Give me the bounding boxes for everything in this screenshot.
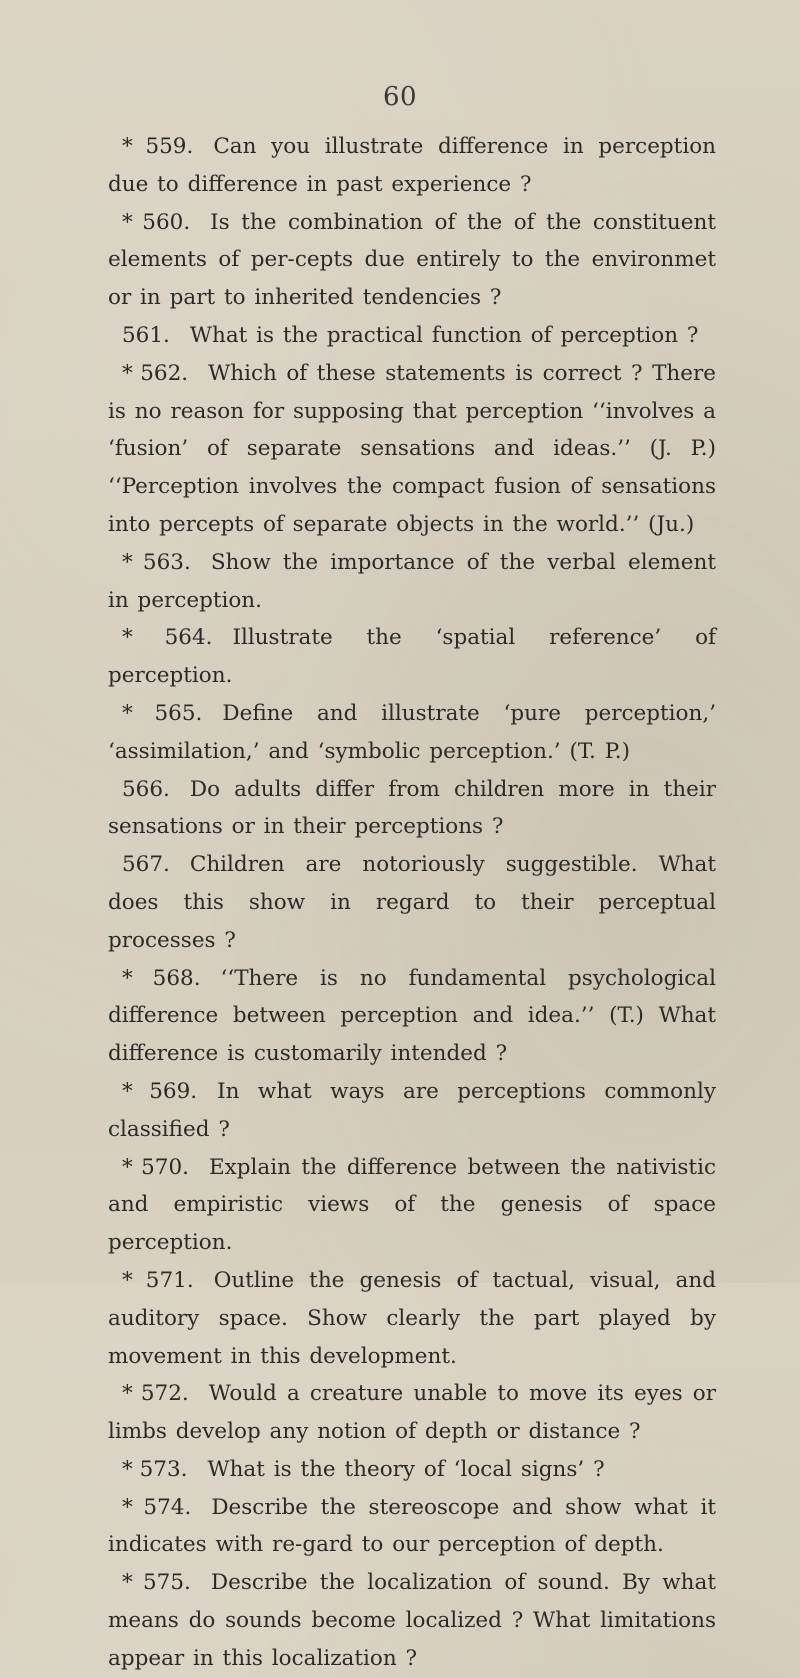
question-572: [108, 1375, 716, 1451]
question-number: * 560.: [122, 209, 191, 235]
question-number: * 565.: [122, 700, 203, 726]
question-text: Describe the stereoscope and show what it indicates with re-gard to our perception of depth.: [108, 1494, 716, 1558]
question-text: ‘‘There is no fundamental psychological difference between perception and idea.’’ (T.) What difference is customarily intended ?: [108, 965, 716, 1067]
question-565: [108, 695, 716, 771]
question-text: Which of these statements is correct ? There is no reason for supposing that perception ‘‘involves a ‘fusion’ of separate sensations and ideas.’’ (J. P.) ‘‘Perception involves the compact fusion of sensations into percepts of separate objects in the world.’’ (Ju.): [108, 360, 716, 537]
question-571: [108, 1262, 716, 1375]
question-text: Explain the difference between the nativistic and empiristic views of the genesis of space perception.: [108, 1154, 716, 1256]
question-text: Describe the localization of sound. By what means do sounds become localized ? What limitations appear in this localization ?: [108, 1570, 716, 1671]
question-number: * 568.: [122, 965, 201, 991]
question-number: * 562.: [122, 360, 189, 386]
question-number: * 570.: [122, 1154, 189, 1180]
question-number: 566.: [122, 776, 170, 802]
question-569: [108, 1073, 716, 1149]
question-text: Children are notoriously suggestible. What does this show in regard to their perceptual processes ?: [108, 852, 716, 953]
question-number: * 564.: [122, 625, 213, 651]
question-number: * 563.: [122, 549, 191, 575]
page-number: 60: [382, 82, 418, 112]
question-567: [108, 846, 716, 959]
question-text: Define and illustrate ‘pure perception,’ ‘assimilation,’ and ‘symbolic perception.’ (T. P.): [108, 700, 716, 764]
question-text: Do adults differ from children more in their sensations or in their perceptions ?: [108, 776, 716, 840]
question-562: [108, 355, 716, 544]
question-text: Outline the genesis of tactual, visual, and auditory space. Show clearly the part played by movement in this development.: [108, 1267, 716, 1369]
question-560: [108, 204, 716, 317]
question-number: * 574.: [122, 1494, 192, 1520]
question-text: What is the practical function of perception ?: [189, 322, 699, 348]
question-561: [108, 317, 716, 355]
question-570: [108, 1149, 716, 1262]
question-564: [108, 619, 716, 695]
question-text: Illustrate the ‘spatial reference’ of perception.: [108, 625, 716, 689]
question-575: [108, 1564, 716, 1677]
question-text: What is the theory of ‘local signs’ ?: [207, 1456, 605, 1482]
question-text: Is the combination of the of the constituent elements of per-cepts due entirely to the environmet or in part to inherited tendencies ?: [108, 209, 716, 311]
question-number: * 573.: [122, 1456, 188, 1482]
question-number: * 569.: [122, 1078, 198, 1104]
question-number: * 571.: [122, 1267, 194, 1293]
question-566: [108, 771, 716, 847]
question-number: * 575.: [122, 1570, 191, 1596]
question-559: [108, 128, 716, 204]
question-text: In what ways are perceptions commonly classified ?: [108, 1078, 716, 1142]
question-text: Can you illustrate difference in perception due to difference in past experience ?: [108, 134, 716, 197]
question-number: 567.: [122, 852, 170, 878]
question-number: 561.: [122, 322, 170, 348]
question-563: [108, 544, 716, 620]
question-text: Would a creature unable to move its eyes or limbs develop any notion of depth or distance ?: [108, 1381, 716, 1445]
question-number: * 572.: [122, 1381, 189, 1407]
question-number: * 559.: [122, 134, 194, 159]
question-list: [108, 128, 716, 1678]
question-568: [108, 960, 716, 1073]
question-text: Show the importance of the verbal element in perception.: [108, 549, 716, 613]
question-573: [108, 1451, 716, 1489]
question-574: [108, 1489, 716, 1565]
